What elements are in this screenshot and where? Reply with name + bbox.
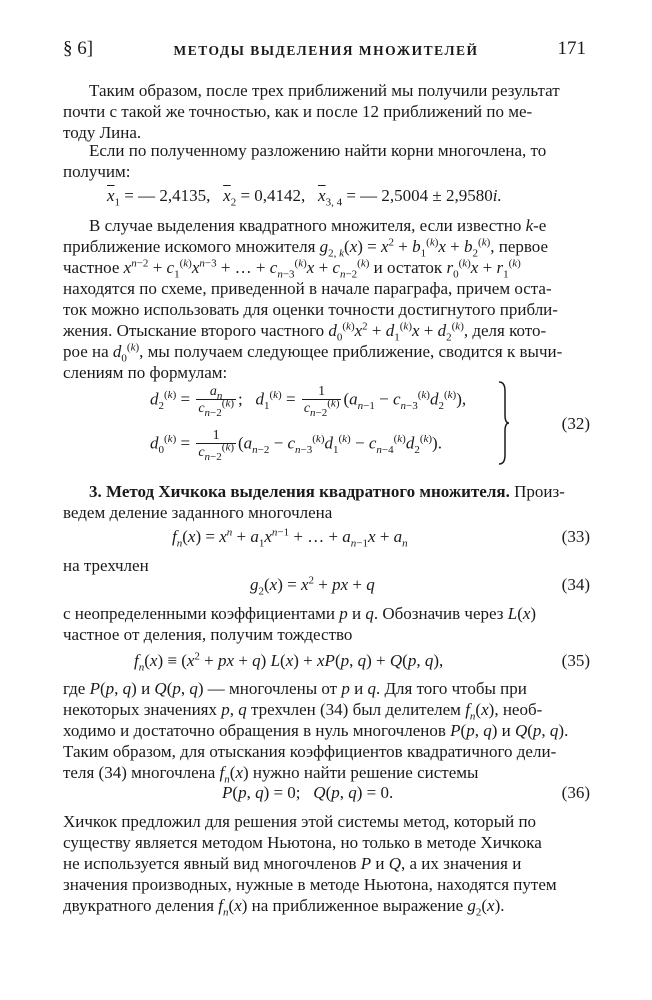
text-segment: -е: [533, 216, 547, 235]
equation-number-36: (36): [561, 783, 590, 802]
text-segment: , а их значения и: [401, 854, 522, 873]
text-segment: и остаток: [373, 258, 443, 277]
text-line: не используется явный вид многочленов P и Q, а их значения и: [63, 854, 522, 873]
text-line: на трехчлен: [63, 556, 149, 575]
equation-32-row2: $d_0^{(k)}$ = $\frac{1}{c_{n-2}^{(k)}}$ $(a_{n-2} - c_{n-3}^{(k)}d_1^{(k)} - c_{n-4}^{(k)}d_2^{(k)})$.: [150, 428, 442, 463]
text-line: ведем деление заданного многочлена: [63, 503, 333, 522]
text-segment: , деля кото-: [463, 321, 547, 340]
text-segment: , мы получаем следующее приближение, сводится к вычи-: [139, 342, 563, 361]
text-line: [63, 481, 590, 502]
paragraph-5: [63, 678, 590, 786]
text-segment: . Для того чтобы при: [375, 679, 527, 698]
text-line: слениям по формулам:: [63, 363, 228, 382]
page-number: 171: [557, 38, 586, 59]
text-line: Если по полученному разложению найти корни многочлена, то: [89, 141, 547, 160]
text-segment: . Обозначив через: [373, 604, 504, 623]
text-segment: , необ-: [494, 700, 543, 719]
text-line: ходимо и достаточно обращения в нуль многочленов P(p, q) и Q(p, q).: [63, 721, 569, 740]
equation-number-32: (32): [561, 414, 590, 433]
text-segment: некоторых значениях: [63, 700, 217, 719]
text-line: где P(p, q) и Q(p, q) — многочлены от p и q. Для того чтобы при: [63, 679, 527, 698]
text-segment: трехчлен (34) был делителем: [250, 700, 461, 719]
text-segment: где: [63, 679, 86, 698]
root-x34-value: — 2,5004 ± 2,9580: [360, 186, 493, 205]
text-segment: жения. Отыскание второго частного: [63, 321, 325, 340]
text-line: находятся по схеме, приведенной в начале параграфа, причем оста-: [63, 279, 552, 298]
text-segment: рое на: [63, 342, 109, 361]
equation-34: $g_2(x) = x^2$ + px + q: [250, 574, 375, 598]
text-segment: В случае выделения квадратного множителя, если известно: [89, 216, 522, 235]
root-x1-value: — 2,4135,: [138, 186, 211, 205]
text-segment: нужно найти решение системы: [252, 763, 479, 782]
text-line: частное от деления, получим тождество: [63, 625, 353, 644]
equation-number-35: (35): [561, 651, 590, 670]
section-heading: 3. Метод Хичкока выделения квадратного множителя.: [89, 482, 510, 501]
text-segment: с неопределенными коэффициентами: [63, 604, 336, 623]
text-line: теля (34) многочлена $f_n(x)$ нужно найти решение системы: [63, 763, 479, 786]
text-segment: — многочлены от: [207, 679, 338, 698]
text-line: рое на $d_0^{(k)}$, мы получаем следующее приближение, сводится к вычи-: [63, 341, 563, 365]
text-line: значения производных, нужные в методе Ньютона, находятся путем: [63, 875, 557, 894]
text-line: Таким образом, для отыскания коэффициентов квадратичного дели-: [63, 742, 557, 761]
text-segment: приближение искомого множителя: [63, 237, 316, 256]
text-line: приближение искомого множителя $g_{2, k}(x) = x^2 + b_1^{(k)}x + b_2^{(k)}$, первое: [63, 236, 549, 260]
text-segment: и: [141, 679, 151, 698]
text-segment: не используется явный вид многочленов: [63, 854, 357, 873]
text-segment: частное: [63, 258, 120, 277]
text-line: В случае выделения квадратного множителя, если известно k-е: [89, 216, 547, 235]
root-x2-value: 0,4142,: [254, 186, 306, 205]
section-marker: § 6]: [63, 38, 94, 59]
equation-number-34: (34): [561, 575, 590, 594]
text-segment: Произ-: [514, 482, 565, 501]
text-segment: и: [354, 679, 364, 698]
running-title: МЕТОДЫ ВЫДЕЛЕНИЯ МНОЖИТЕЛЕЙ: [173, 43, 479, 58]
paragraph-6: [63, 811, 590, 919]
text-line: почти с такой же точностью, как и после 12 приближений по ме-: [63, 102, 533, 121]
text-line: получим:: [63, 162, 131, 181]
text-segment: на приближенное выражение: [251, 896, 464, 915]
trinomial-label: [63, 555, 590, 576]
text-segment: и: [375, 854, 385, 873]
paragraph-3: [63, 215, 590, 383]
text-line: существу является методом Ньютона, но только в методе Хичкока: [63, 833, 542, 852]
equation-32-row1: $d_2^{(k)}$ = $\frac{a_n}{c_{n-2}^{(k)}}$ ; $d_1^{(k)}$ = $\frac{1}{c_{n-2}^{(k)}}$ $(a_{n-1} - c_{n-3}^{(k)}d_2^{(k)})$,: [150, 384, 467, 419]
text-line: некоторых значениях p, q трехчлен (34) был делителем $f_n(x)$, необ-: [63, 700, 543, 723]
equation-number-33: (33): [561, 527, 590, 546]
text-segment: , первое: [490, 237, 549, 256]
equation-36: P(p, q) = 0; Q(p, q) = 0.: [222, 783, 394, 802]
paragraph-2: [63, 140, 590, 182]
text-segment: и: [501, 721, 511, 740]
text-line: ток можно использовать для оценки точности достигнутого прибли-: [63, 300, 558, 319]
text-segment: двукратного деления: [63, 896, 215, 915]
imaginary-unit: i.: [492, 186, 502, 205]
text-line: жения. Отыскание второго частного $d_0^{(k)}x^2 + d_1^{(k)}x + d_2^{(k)}$, деля кото-: [63, 320, 547, 344]
paragraph-4: [63, 603, 590, 645]
text-segment: теля (34) многочлена: [63, 763, 216, 782]
text-line: Хичкок предложил для решения этой системы метод, который по: [63, 812, 537, 831]
text-line: Таким образом, после трех приближений мы получили результат: [89, 81, 560, 100]
roots-formula: $\overline{x}_1$ = — 2,4135, $\overline{x}_2 = 0,4142$, $\overline{x}_{3, 4}$ = — 2,5004 ± 2,9580i.: [107, 186, 502, 209]
paragraph-1: [63, 80, 590, 143]
text-line: частное $x^{n-2} + c_1^{(k)}x^{n-3}$ + … + $c_{n-3}^{(k)}x + c_{n-2}^{(k)}$ и остаток $r_0^{(k)}x + r_1^{(k)}$: [63, 257, 521, 281]
equation-35: $f_n(x) \equiv (x^2$ + px + q) L(x) + xP(p, q) + Q(p, q),: [134, 650, 444, 674]
text-segment: ходимо и достаточно обращения в нуль многочленов: [63, 721, 446, 740]
equation-33: $f_n(x) = x^n + a_1x^{n-1}$ + … + $a_{n-1}x + a_n$: [172, 526, 408, 550]
right-brace: [498, 381, 510, 465]
text-line: двукратного деления $f_n(x)$ на приближенное выражение $g_2(x)$.: [63, 896, 505, 919]
text-segment: и: [352, 604, 362, 623]
text-line: с неопределенными коэффициентами p и q. Обозначив через L(x): [63, 604, 537, 623]
section-3-intro: [63, 481, 590, 523]
text-line: тоду Лина.: [63, 123, 142, 142]
